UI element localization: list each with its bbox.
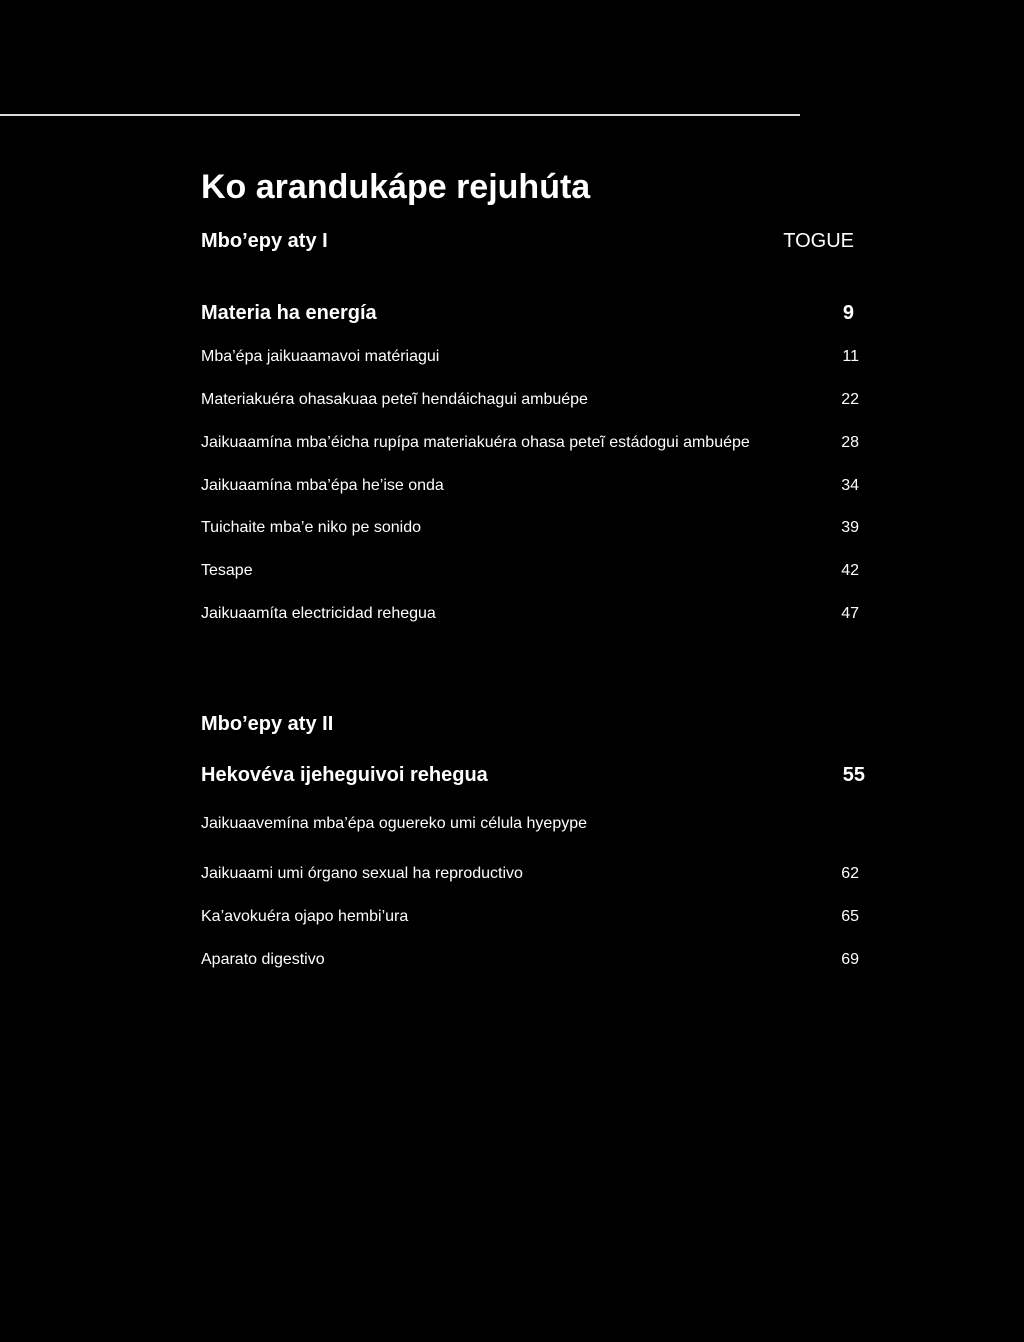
toc-entry-page: 65 bbox=[841, 908, 859, 925]
toc-entry-title: Jaikuaamína mba’éicha rupípa materiakuéra ohasa peteĩ estádogui ambuépe bbox=[201, 434, 750, 451]
toc-entry-page: 34 bbox=[841, 477, 859, 494]
section-page-part-2: 55 bbox=[842, 764, 865, 786]
page-column-label: TOGUE bbox=[783, 230, 854, 252]
page-title: Ko arandukápe rejuhúta bbox=[201, 168, 591, 206]
toc-entry-page: 62 bbox=[841, 865, 859, 882]
toc-entry-page: 47 bbox=[841, 605, 859, 622]
section-title-part-2: Hekovéva ijeheguivoi rehegua bbox=[201, 764, 488, 786]
toc-entry-page: 69 bbox=[841, 951, 859, 968]
toc-entry-page: 22 bbox=[841, 391, 859, 408]
part-2-label: Mbo’epy aty II bbox=[201, 713, 334, 735]
toc-entry-title: Aparato digestivo bbox=[201, 951, 325, 968]
toc-entry-page: 42 bbox=[841, 562, 859, 579]
toc-entry-title: Jaikuaavemína mba’épa oguereko umi célula hyepype bbox=[201, 815, 588, 832]
toc-entry-title: Tesape bbox=[201, 562, 253, 579]
toc-entry-title: Jaikuaamíta electricidad rehegua bbox=[201, 605, 436, 622]
toc-entry-page: 28 bbox=[841, 434, 859, 451]
part-1-label: Mbo’epy aty I bbox=[201, 230, 328, 252]
toc-entry-title: Ka’avokuéra ojapo hembi’ura bbox=[201, 908, 409, 925]
toc-entry-page: 39 bbox=[841, 519, 859, 536]
toc-entry-title: Jaikuaamína mba’épa he’ise onda bbox=[201, 477, 444, 494]
toc-entry-page: 11 bbox=[842, 348, 859, 365]
toc-entry-title: Materiakuéra ohasakuaa peteĩ hendáichagui ambuépe bbox=[201, 391, 588, 408]
section-page-part-1: 9 bbox=[842, 302, 854, 324]
top-divider bbox=[0, 114, 800, 116]
toc-entry-title: Tuichaite mba’e niko pe sonido bbox=[201, 519, 421, 536]
toc-entry-title: Jaikuaami umi órgano sexual ha reproductivo bbox=[201, 865, 523, 882]
toc-entry-title: Mba’épa jaikuaamavoi matériagui bbox=[201, 348, 440, 365]
section-title-part-1: Materia ha energía bbox=[201, 302, 377, 324]
